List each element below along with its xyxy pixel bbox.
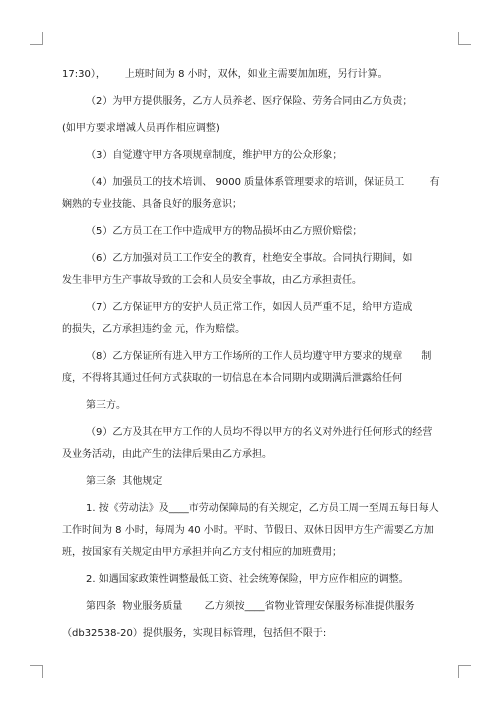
crop-mark-bottom-right <box>458 665 471 678</box>
section-heading: 第四条 物业服务质量 乙方须按____省物业管理安保服务标准提供服务 <box>86 601 415 612</box>
text-line: （5）乙方员工在工作中造成甲方的物品损坏由乙方照价赔偿； <box>86 226 363 237</box>
text-line: （3）自觉遵守甲方各项规章制度，维护甲方的公众形象； <box>86 150 343 161</box>
crop-mark-bottom-left <box>30 665 43 678</box>
text-line: （7）乙方保证甲方的安护人员正常工作，如因人员严重不足，给甲方造成 <box>86 302 413 313</box>
text-line: （db32538-20）提供服务，实现目标管理，包括但不限于: <box>62 628 327 639</box>
text-line: 1. 按《劳动法》及____市劳动保障局的有关规定，乙方员工周一至周五每日每人 <box>86 503 439 514</box>
text-line: 娴熟的专业技能、具备良好的服务意识； <box>62 199 242 210</box>
text-line: 17:30）， 上班时间为 8 小时，双休，如业主需要加加班，另行计算。 <box>62 69 388 80</box>
text-line: 2. 如遇国家政策性调整最低工资、社会统筹保险，甲方应作相应的调整。 <box>86 574 409 585</box>
text-line: 发生非甲方生产事故导致的工会和人员安全事故，由乙方承担责任。 <box>62 275 362 286</box>
text-line: (如甲方要求增减人员再作相应调整) <box>62 123 220 134</box>
text-line: 第三方。 <box>86 400 126 411</box>
text-line: 工作时间为 8 小时，每周为 40 小时。平时、节假日、双休日因甲方生产需要乙方加 <box>62 525 434 536</box>
crop-mark-top-left <box>30 32 43 45</box>
text-line: （2）为甲方提供服务，乙方人员养老、医疗保险、劳务合同由乙方负责； <box>86 96 413 107</box>
text-line: （4）加强员工的技术培训、 9000 质量体系管理要求的培训，保证员工 有 <box>86 177 440 188</box>
text-line: 度，不得将其通过任何方式获取的一切信息在本合同期内或期满后泄露给任何 <box>62 373 402 384</box>
text-line: （9）乙方及其在甲方工作的人员均不得以甲方的名义对外进行任何形式的经营 <box>86 427 433 438</box>
section-heading: 第三条 其他规定 <box>86 476 163 487</box>
text-line: （8）乙方保证所有进入甲方工作场所的工作人员均遵守甲方要求的规章 制 <box>86 351 432 362</box>
text-line: （6）乙方加强对员工工作安全的教育，杜绝安全事故。合同执行期间，如 <box>86 253 413 264</box>
crop-mark-top-right <box>458 32 471 45</box>
text-line: 的损失，乙方承担违约金 元，作为赔偿。 <box>62 324 246 335</box>
text-line: 班，按国家有关规定由甲方承担并向乙方支付相应的加班费用； <box>62 547 342 558</box>
text-line: 及业务活动，由此产生的法律后果由乙方承担。 <box>62 449 272 460</box>
